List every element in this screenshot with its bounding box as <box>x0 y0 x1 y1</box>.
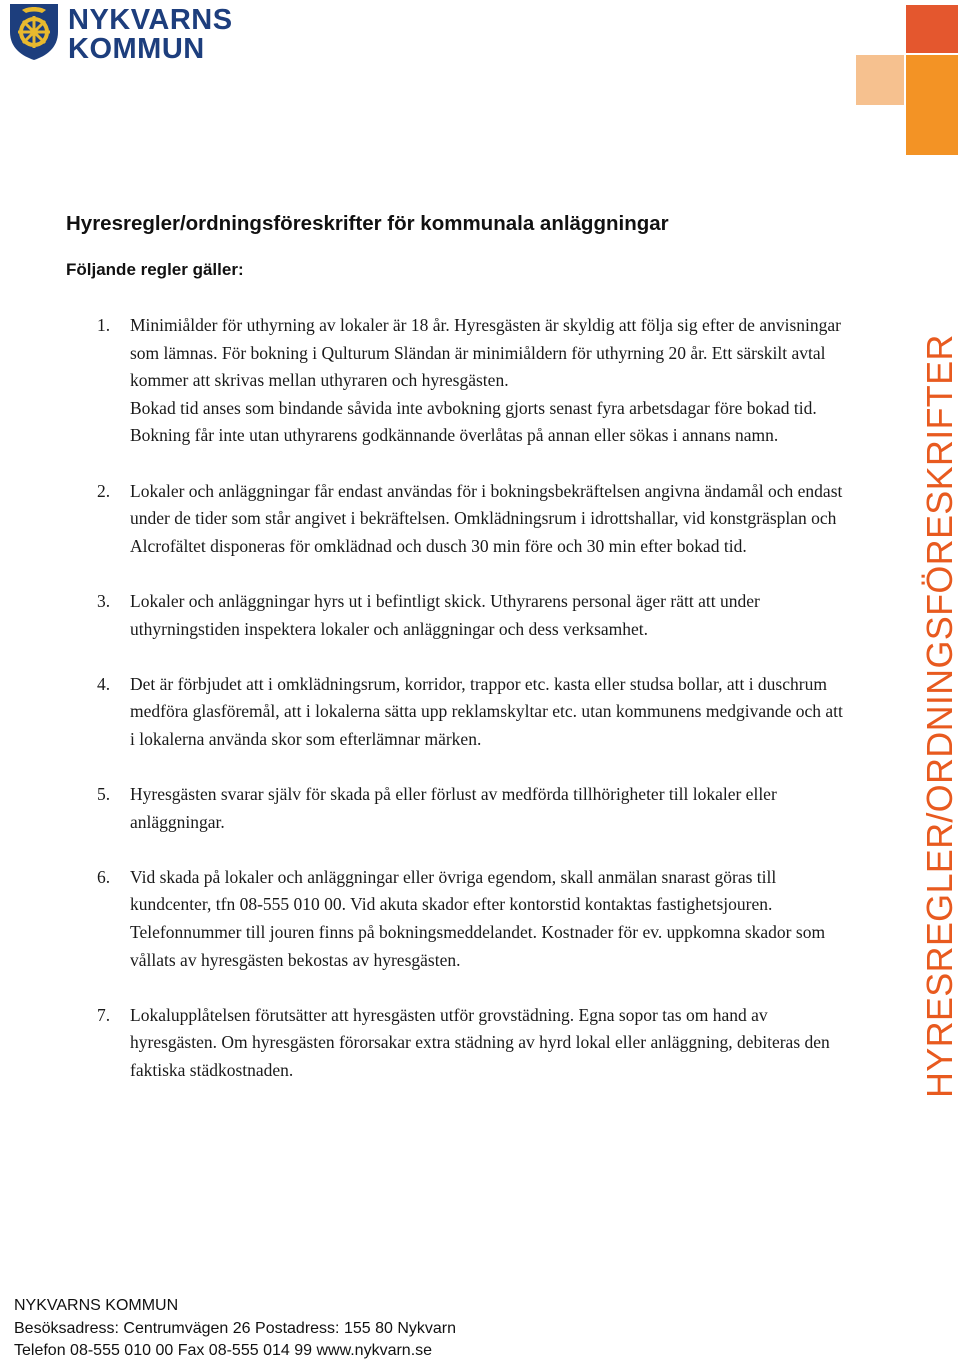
rule-text: Hyresgästen svarar själv för skada på eller förlust av medförda tillhörigheter till lokaler eller anläggningar. <box>130 784 777 832</box>
rule-text: Lokalupplåtelsen förutsätter att hyresgästen utför grovstädning. Egna sopor tas om hand av hyresgästen. Om hyresgästen förorsakar extra städning av hyrd lokal eller anläggning, debiteras den faktiska städkostnaden. <box>130 1004 830 1081</box>
rule-item-1 <box>0 312 850 450</box>
rule-text: Lokaler och anläggningar hyrs ut i befintligt skick. Uthyrarens personal äger rätt att under uthyrningstiden inspektera lokaler och anläggningar och dess verksamhet. <box>130 590 760 639</box>
decor-square-orange <box>906 55 958 155</box>
rule-number: 1. <box>97 315 111 335</box>
document-title: Hyresregler/ordningsföreskrifter för kommunala anläggningar <box>66 212 669 235</box>
municipality-logo <box>8 2 258 64</box>
decor-square-red <box>906 5 958 53</box>
rule-number: 6. <box>97 866 111 887</box>
document-subtitle: Följande regler gäller: <box>66 260 244 279</box>
logo-text-line2: KOMMUN <box>68 33 205 65</box>
rule-item-3 <box>0 588 850 643</box>
rule-item-4 <box>0 671 850 754</box>
rule-number: 2. <box>97 480 111 501</box>
rule-text: Minimiålder för uthyrning av lokaler är 18 år. Hyresgästen är skyldig att följa sig efter de anvisningar som lämnas. För bokning i Qulturum Sländan är minimiåldern för uthyrning 20 år. Ett särskilt avtal kommer att skrivas mellan uthyraren och hyresgästen. <box>130 315 841 391</box>
rule-text: Det är förbjudet att i omklädningsrum, korridor, trappor etc. kasta eller studsa bollar, att i duschrum medföra glasföremål, att i lokalerna sätta upp reklamskyltar etc. utan kommunens medgivande och att i lokalerna använda skor som efterlämnar märken. <box>130 673 843 749</box>
rule-number: 3. <box>97 590 111 611</box>
rule-item-5 <box>0 781 850 836</box>
coat-of-arms-icon <box>8 2 60 62</box>
rule-item-2 <box>0 478 850 561</box>
rule-text: Lokaler och anläggningar får endast användas för i bokningsbekräftelsen angivna ändamål och endast under de tider som står angivet i bekräftelsen. Omklädningsrum i idrottshallar, vid konstgräsplan och Alcrofältet disponeras för omklädnad och dusch 30 min före och 30 min efter bokad tid. <box>130 480 843 556</box>
footer-contact: Telefon 08-555 010 00 Fax 08-555 014 99 www.nykvarn.se <box>14 1342 433 1359</box>
logo-text-line1: NYKVARNS <box>68 4 233 36</box>
rule-number: 4. <box>97 673 111 694</box>
footer-org: NYKVARNS KOMMUN <box>14 1297 179 1314</box>
rule-item-6 <box>0 864 850 974</box>
rule-text: Bokad tid anses som bindande såvida inte avbokning gjorts senast fyra arbetsdagar före bokad tid. Bokning får inte utan uthyrarens godkännande överlåtas på annan eller sökas i annans namn. <box>130 397 817 446</box>
decor-square-peach <box>856 55 904 105</box>
rule-number: 7. <box>97 1004 111 1025</box>
footer <box>14 1295 456 1363</box>
footer-address: Besöksadress: Centrumvägen 26 Postadress: 155 80 Nykvarn <box>14 1319 457 1337</box>
rules-list <box>0 312 880 1085</box>
vertical-title-text: HYRESREGLER/ORDNINGSFÖRESKRIFTER <box>919 334 960 1098</box>
rule-text: Vid skada på lokaler och anläggningar eller övriga egendom, skall anmälan snarast göras till kundcenter, tfn 08-555 010 00. Vid akuta skador efter kontorstid kontaktas fastighetsjouren. Telefonnummer till jouren finns på bokningsmeddelandet. Kostnader för ev. uppkomna skador som vållats av hyresgästen bekostas av hyresgästen. <box>130 866 826 970</box>
rule-number: 5. <box>97 784 111 805</box>
rule-item-7 <box>0 1002 850 1085</box>
